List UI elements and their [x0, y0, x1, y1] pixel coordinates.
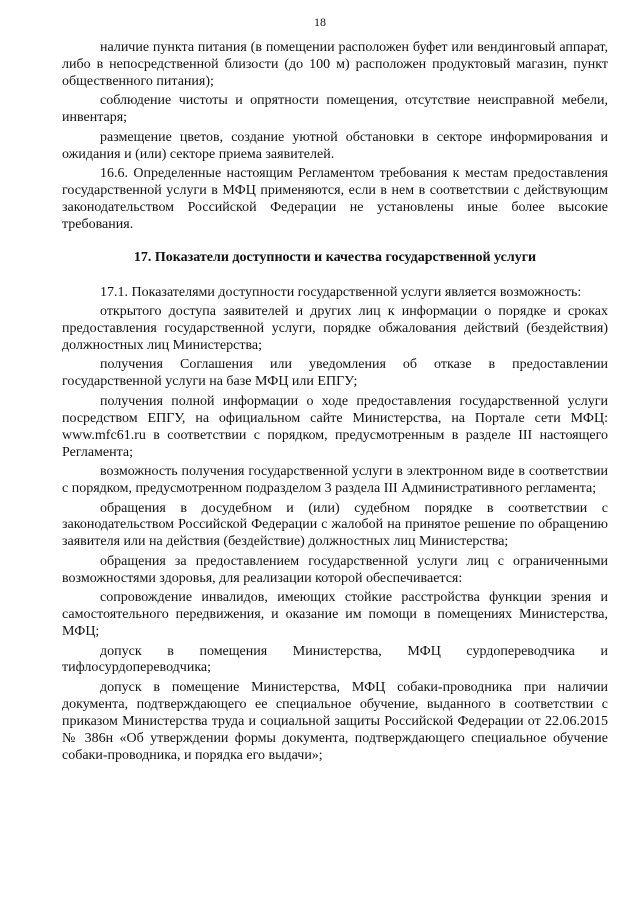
page-number: 18 [314, 15, 326, 29]
paragraph-flowers: размещение цветов, создание уютной обстановки в секторе информирования и ожидания и (или) секторе приема заявителей. [62, 129, 608, 162]
paragraph-16-6: 16.6. Определенные настоящим Регламентом требования к местам предоставления государственной услуги в МФЦ применяются, если в нем в соответствии с действующим законодательством Российской Федерации не установлены иные более высокие требования. [62, 166, 608, 232]
paragraph-interpreter: допуск в помещения Министерства, МФЦ сурдопереводчика и тифлосурдопереводчика; [62, 643, 608, 676]
paragraph-agreement: получения Соглашения или уведомления об отказе в предоставлении государственной услуги на базе МФЦ или ЕПГУ; [62, 357, 608, 390]
paragraph-guide-dog: допуск в помещение Министерства, МФЦ собаки-проводника при наличии документа, подтверждающего ее специальное обучение, выданного в соответствии с приказом Министерства труда и социальной защиты Российской Федерации от 22.06.2015 № 386н «Об утверждении формы документа, подтверждающего специальное обучение собаки-проводника, и порядка его выдачи»; [62, 679, 608, 763]
paragraph-open-access: открытого доступа заявителей и других лиц к информации о порядке и сроках предоставления государственной услуги, порядке обжалования действий (бездействия) должностных лиц Министерства; [62, 304, 608, 353]
paragraph-full-info: получения полной информации о ходе предоставления государственной услуги посредством ЕПГУ, на официальном сайте Министерства, на Портале сети МФЦ: www.mfc61.ru в соответствии с порядком, предусмотренным в разделе III настоящего Регламента; [62, 393, 608, 460]
paragraph-escort: сопровождение инвалидов, имеющих стойкие расстройства функции зрения и самостоятельного передвижения, и оказание им помощи в помещениях Министерства, МФЦ; [62, 590, 608, 640]
paragraph-appeal: обращения в досудебном и (или) судебном порядке в соответствии с законодательством Российской Федерации с жалобой на принятое решение по обращению заявителя или на действия (бездействие) должностных лиц Министерства; [62, 500, 608, 550]
paragraph-electronic: возможность получения государственной услуги в электронном виде в соответствии с порядком, предусмотренном подразделом 3 раздела III Административного регламента; [62, 464, 608, 496]
section-heading: 17. Показатели доступности и качества государственной услуги [133, 249, 537, 265]
paragraph-disabled-access: обращения за предоставлением государственной услуги лиц с ограниченными возможностями здоровья, для реализации которой обеспечивается: [62, 553, 608, 586]
document-body [62, 40, 608, 767]
paragraph-17-1: 17.1. Показателями доступности государственной услуги является возможность: [100, 284, 582, 300]
paragraph-cleanliness: соблюдение чистоты и опрятности помещения, отсутствие неисправной мебели, инвентаря; [62, 93, 608, 126]
paragraph-food-point: наличие пункта питания (в помещении расположен буфет или вендинговый аппарат, либо в непосредственной близости (до 100 м) расположен продуктовый магазин, пункт общественного питания); [62, 40, 608, 89]
